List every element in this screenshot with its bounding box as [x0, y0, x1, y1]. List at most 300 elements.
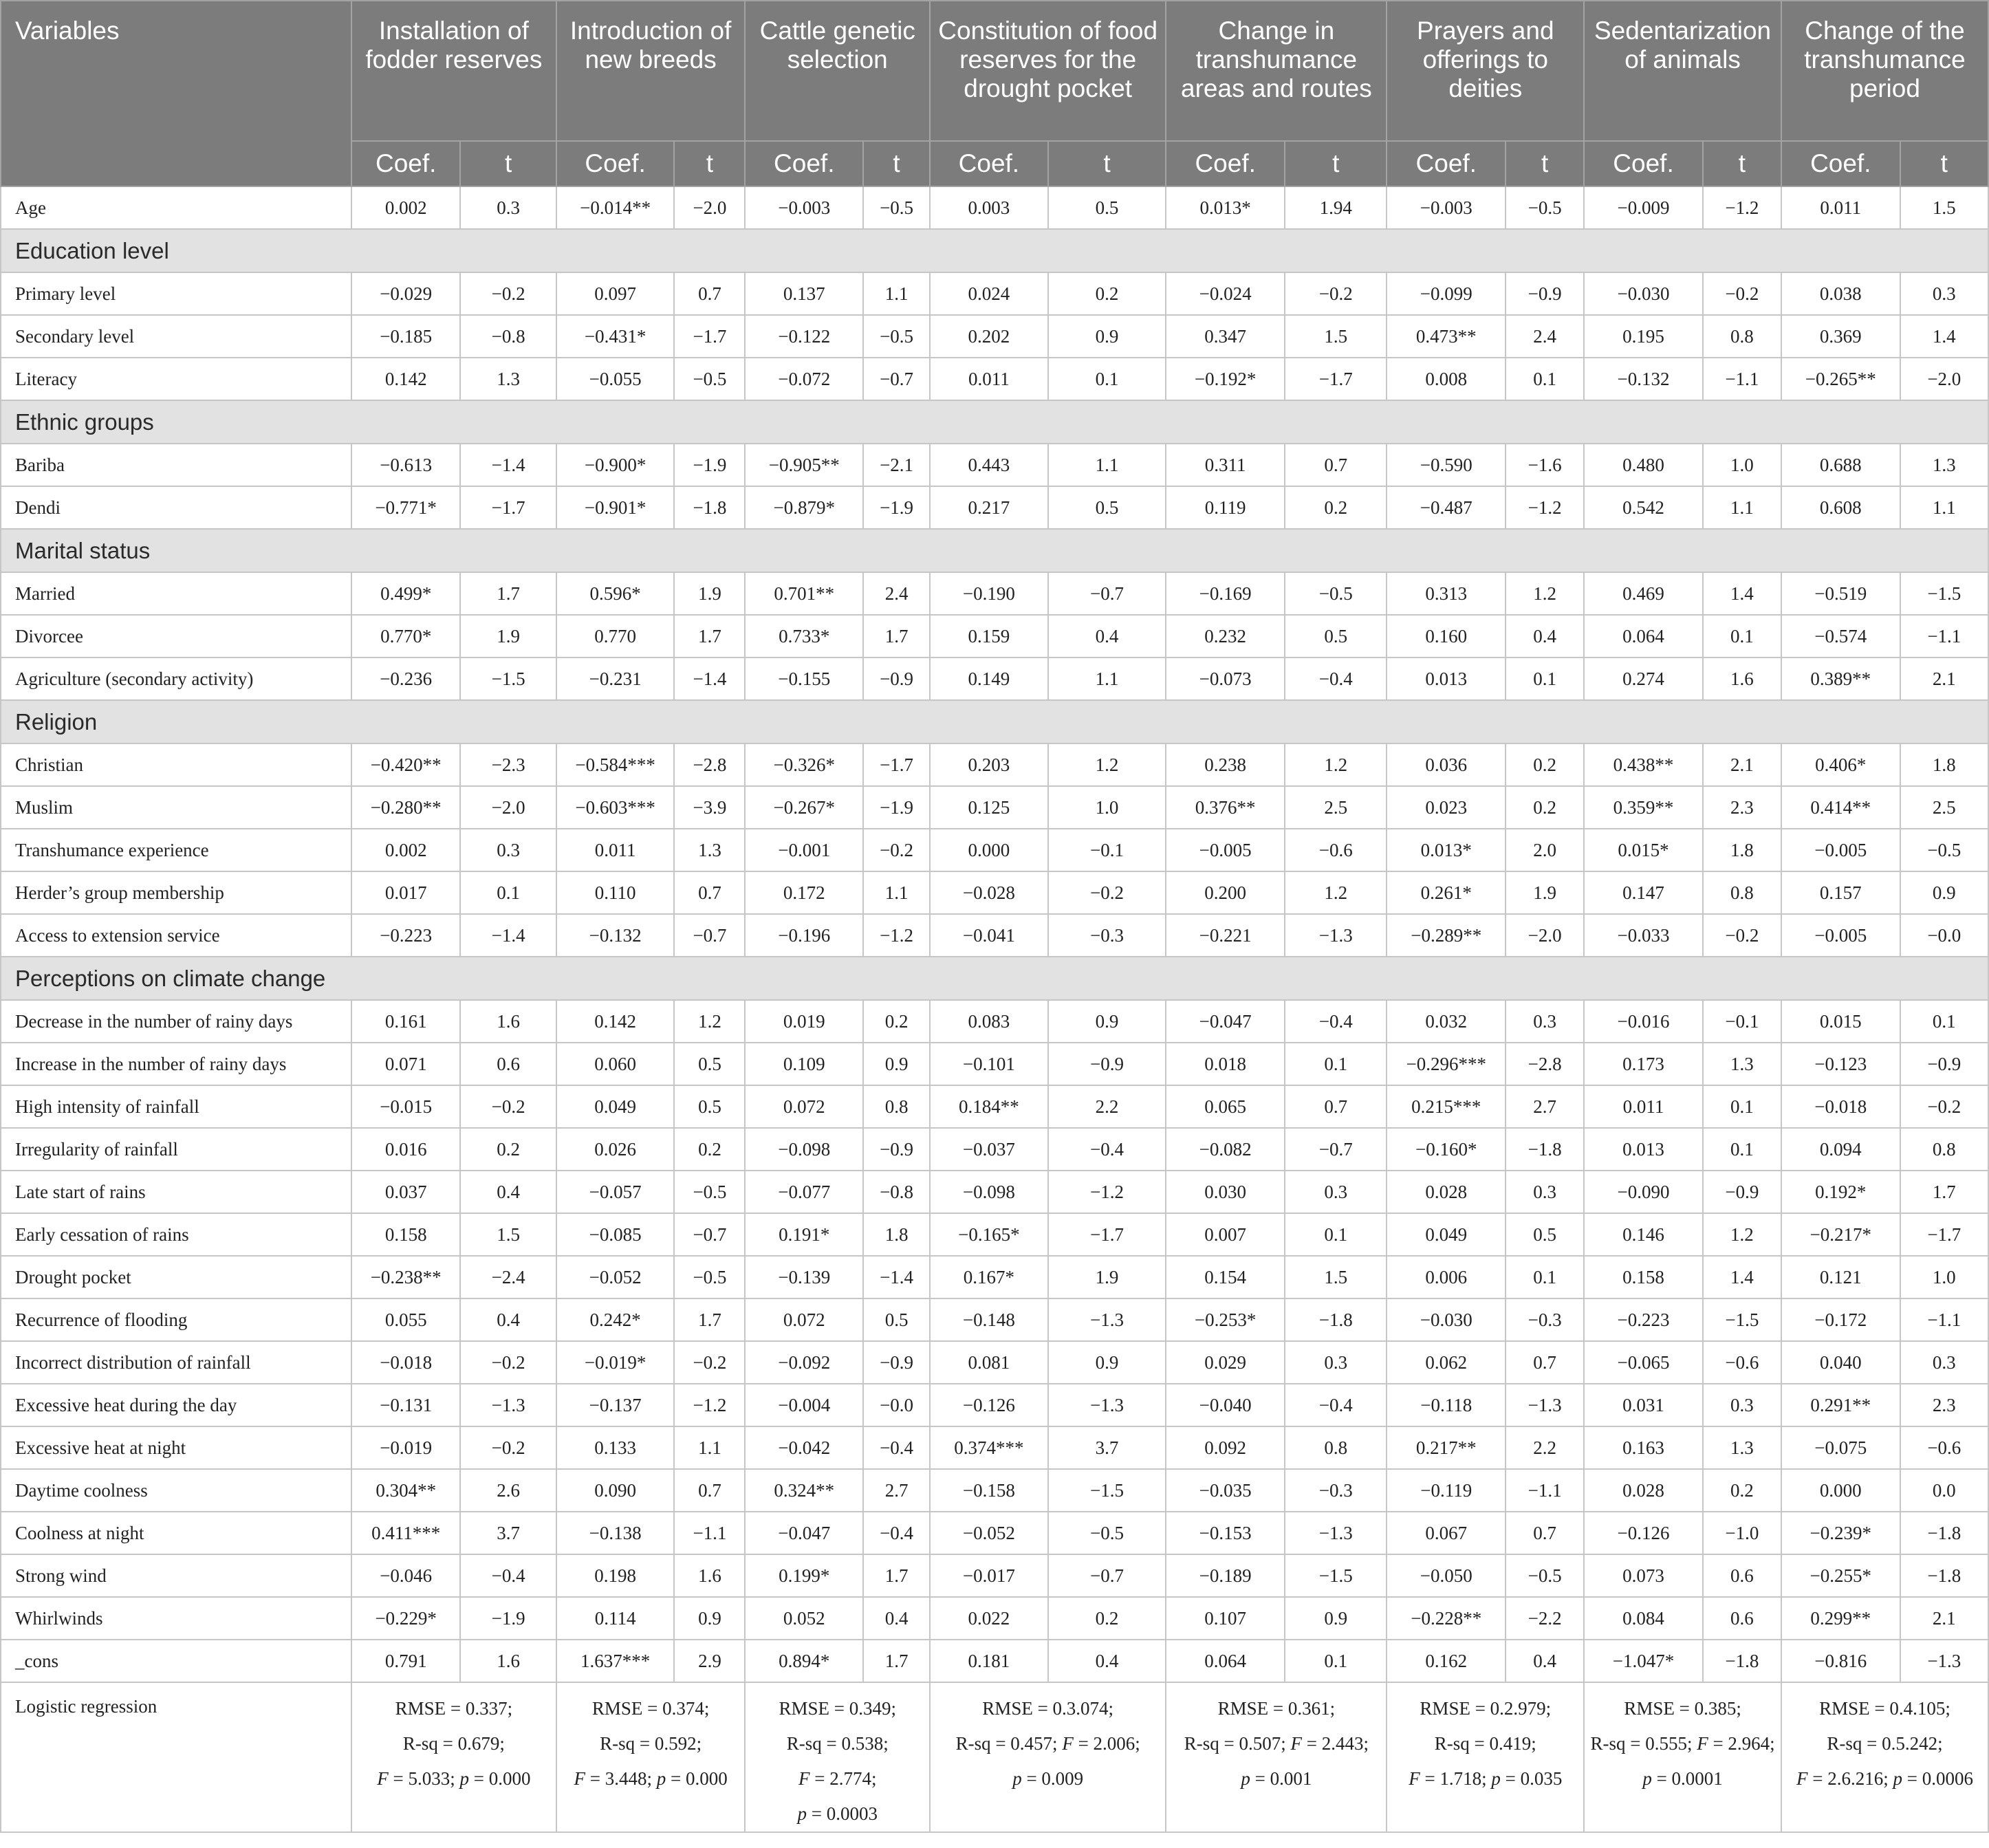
- t-cell: 1.2: [1285, 743, 1387, 786]
- t-cell: −1.3: [1285, 1512, 1387, 1554]
- table-row: [1, 358, 1988, 400]
- t-cell: 2.6: [460, 1469, 556, 1512]
- table-row: [1, 1469, 1988, 1512]
- t-cell: −2.1: [863, 444, 930, 486]
- coef-cell: 0.172: [745, 871, 863, 914]
- coef-cell: −0.040: [1166, 1384, 1285, 1426]
- t-cell: 0.6: [1703, 1554, 1781, 1597]
- row-label: Married: [1, 572, 351, 615]
- t-cell: −0.2: [460, 1085, 556, 1128]
- t-cell: −1.3: [1900, 1640, 1988, 1682]
- section-label: Marital status: [1, 529, 1988, 572]
- t-cell: 1.9: [1506, 871, 1584, 914]
- coef-cell: 0.062: [1387, 1341, 1506, 1384]
- row-label: Logistic regression: [1, 1682, 351, 1832]
- coef-cell: 0.173: [1584, 1043, 1703, 1085]
- t-cell: 2.3: [1703, 786, 1781, 829]
- coef-cell: −0.132: [556, 914, 675, 957]
- t-cell: 0.7: [674, 1469, 745, 1512]
- t-cell: −1.5: [1900, 572, 1988, 615]
- coef-cell: 0.000: [930, 829, 1048, 871]
- t-cell: 0.9: [863, 1043, 930, 1085]
- t-cell: 0.3: [1900, 1341, 1988, 1384]
- t-header: t: [863, 141, 930, 186]
- t-cell: −0.7: [1048, 572, 1166, 615]
- coef-cell: 0.146: [1584, 1213, 1703, 1256]
- t-cell: −2.0: [1900, 358, 1988, 400]
- t-cell: −0.3: [1048, 914, 1166, 957]
- table-row: [1, 572, 1988, 615]
- coef-cell: −0.085: [556, 1213, 675, 1256]
- t-cell: −0.4: [863, 1512, 930, 1554]
- coef-cell: 0.406*: [1781, 743, 1900, 786]
- t-cell: 2.0: [1506, 829, 1584, 871]
- t-cell: −1.4: [460, 914, 556, 957]
- coef-cell: 0.162: [1387, 1640, 1506, 1682]
- t-cell: −0.4: [1285, 657, 1387, 700]
- t-cell: 0.4: [1048, 1640, 1166, 1682]
- coef-cell: −0.816: [1781, 1640, 1900, 1682]
- coef-cell: −0.017: [930, 1554, 1048, 1597]
- t-header: t: [1900, 141, 1988, 186]
- coef-cell: 0.158: [351, 1213, 461, 1256]
- t-cell: 1.7: [863, 615, 930, 657]
- t-cell: −0.2: [460, 272, 556, 315]
- coef-cell: −0.009: [1584, 186, 1703, 229]
- coef-cell: 0.029: [1166, 1341, 1285, 1384]
- t-cell: 0.4: [863, 1597, 930, 1640]
- coef-cell: 0.791: [351, 1640, 461, 1682]
- coef-cell: 0.160: [1387, 615, 1506, 657]
- coef-cell: −0.028: [930, 871, 1048, 914]
- t-cell: 0.3: [460, 186, 556, 229]
- coef-cell: 0.469: [1584, 572, 1703, 615]
- coef-cell: 0.192*: [1781, 1171, 1900, 1213]
- t-cell: −1.1: [1900, 615, 1988, 657]
- coef-cell: 0.073: [1584, 1554, 1703, 1597]
- t-cell: −0.3: [1285, 1469, 1387, 1512]
- t-cell: −0.5: [1506, 186, 1584, 229]
- coef-cell: −0.118: [1387, 1384, 1506, 1426]
- coef-cell: 0.072: [745, 1298, 863, 1341]
- t-cell: −1.5: [1703, 1298, 1781, 1341]
- coef-cell: −0.050: [1387, 1554, 1506, 1597]
- row-label: Early cessation of rains: [1, 1213, 351, 1256]
- coef-cell: 0.688: [1781, 444, 1900, 486]
- t-cell: −0.6: [1703, 1341, 1781, 1384]
- t-cell: 1.9: [674, 572, 745, 615]
- t-cell: 2.4: [863, 572, 930, 615]
- coef-cell: 0.499*: [351, 572, 461, 615]
- t-cell: 1.7: [863, 1554, 930, 1597]
- coef-cell: 0.159: [930, 615, 1048, 657]
- table-row: [1, 1384, 1988, 1426]
- t-cell: 2.4: [1506, 315, 1584, 358]
- t-cell: −1.3: [1506, 1384, 1584, 1426]
- table-row: [1, 444, 1988, 486]
- coef-cell: 0.299**: [1781, 1597, 1900, 1640]
- t-cell: −0.7: [1285, 1128, 1387, 1171]
- t-cell: −1.4: [674, 657, 745, 700]
- coef-cell: 0.157: [1781, 871, 1900, 914]
- regression-stat-line: RMSE = 0.2.979;: [1420, 1698, 1552, 1719]
- coef-cell: 0.003: [930, 186, 1048, 229]
- t-cell: 0.2: [1048, 1597, 1166, 1640]
- coef-cell: −0.082: [1166, 1128, 1285, 1171]
- coef-cell: 0.191*: [745, 1213, 863, 1256]
- t-cell: 2.7: [863, 1469, 930, 1512]
- t-cell: −0.2: [1900, 1085, 1988, 1128]
- t-cell: −1.5: [460, 657, 556, 700]
- coef-cell: 0.028: [1387, 1171, 1506, 1213]
- regression-stat-line: p = 0.009: [1012, 1768, 1084, 1789]
- coef-cell: 0.097: [556, 272, 675, 315]
- coef-cell: 0.158: [1584, 1256, 1703, 1298]
- coef-cell: −0.228**: [1387, 1597, 1506, 1640]
- coef-cell: 0.052: [745, 1597, 863, 1640]
- coef-cell: −0.015: [351, 1085, 461, 1128]
- t-cell: 0.9: [674, 1597, 745, 1640]
- t-cell: −0.2: [460, 1341, 556, 1384]
- coef-cell: 0.215***: [1387, 1085, 1506, 1128]
- coef-cell: 0.015*: [1584, 829, 1703, 871]
- coef-cell: 0.110: [556, 871, 675, 914]
- regression-stat-line: F = 2.6.216; p = 0.0006: [1796, 1768, 1973, 1789]
- t-cell: −2.8: [1506, 1043, 1584, 1085]
- coef-cell: 0.031: [1584, 1384, 1703, 1426]
- t-cell: 0.1: [1703, 615, 1781, 657]
- coef-cell: 0.232: [1166, 615, 1285, 657]
- t-cell: −0.0: [1900, 914, 1988, 957]
- table-row: [1, 1043, 1988, 1085]
- t-cell: 1.4: [1900, 315, 1988, 358]
- coef-cell: 0.024: [930, 272, 1048, 315]
- regression-stats-cell: [745, 1682, 930, 1832]
- t-cell: 0.1: [1285, 1213, 1387, 1256]
- t-cell: −0.5: [674, 1256, 745, 1298]
- coef-cell: 0.770: [556, 615, 675, 657]
- t-cell: −1.1: [1703, 358, 1781, 400]
- table-row: [1, 1256, 1988, 1298]
- coef-cell: −0.519: [1781, 572, 1900, 615]
- t-header: t: [1285, 141, 1387, 186]
- table-row: [1, 1171, 1988, 1213]
- regression-row: [1, 1682, 1988, 1832]
- t-cell: −0.9: [1506, 272, 1584, 315]
- regression-stat-line: R-sq = 0.538;: [786, 1733, 889, 1754]
- row-label: Increase in the number of rainy days: [1, 1043, 351, 1085]
- coef-cell: −0.236: [351, 657, 461, 700]
- t-cell: 2.7: [1506, 1085, 1584, 1128]
- section-label: Education level: [1, 229, 1988, 272]
- t-cell: 1.5: [1285, 315, 1387, 358]
- t-cell: 0.4: [1506, 1640, 1584, 1682]
- coef-cell: −0.014**: [556, 186, 675, 229]
- table-row: [1, 786, 1988, 829]
- coef-header: Coef.: [930, 141, 1048, 186]
- t-cell: −0.1: [1048, 829, 1166, 871]
- t-cell: 1.3: [1703, 1043, 1781, 1085]
- coef-cell: 0.198: [556, 1554, 675, 1597]
- t-cell: 2.3: [1900, 1384, 1988, 1426]
- regression-stat-line: RMSE = 0.4.105;: [1819, 1698, 1950, 1719]
- coef-cell: 0.608: [1781, 486, 1900, 529]
- coef-cell: −0.001: [745, 829, 863, 871]
- coef-cell: 0.011: [556, 829, 675, 871]
- regression-stat-line: RMSE = 0.349;: [779, 1698, 896, 1719]
- row-label: Daytime coolness: [1, 1469, 351, 1512]
- coef-cell: 0.107: [1166, 1597, 1285, 1640]
- coef-cell: −0.771*: [351, 486, 461, 529]
- coef-cell: 0.181: [930, 1640, 1048, 1682]
- coef-cell: −0.005: [1166, 829, 1285, 871]
- t-cell: 1.3: [1900, 444, 1988, 486]
- regression-stats-cell: [556, 1682, 746, 1832]
- t-cell: −1.2: [1506, 486, 1584, 529]
- t-cell: −2.3: [460, 743, 556, 786]
- column-header: Installation of fodder reserves: [351, 1, 556, 141]
- t-cell: 0.3: [1703, 1384, 1781, 1426]
- t-cell: −0.7: [674, 914, 745, 957]
- t-cell: 3.7: [460, 1512, 556, 1554]
- row-label: Herder’s group membership: [1, 871, 351, 914]
- t-cell: −0.5: [863, 315, 930, 358]
- t-cell: 0.9: [1048, 1341, 1166, 1384]
- table-row: [1, 1298, 1988, 1341]
- coef-cell: 0.125: [930, 786, 1048, 829]
- section-row: [1, 400, 1988, 444]
- regression-stats-cell: [1781, 1682, 1988, 1832]
- t-cell: −0.6: [1900, 1426, 1988, 1469]
- coef-cell: 0.414**: [1781, 786, 1900, 829]
- t-cell: −1.9: [863, 486, 930, 529]
- coef-cell: −0.042: [745, 1426, 863, 1469]
- coef-cell: −0.037: [930, 1128, 1048, 1171]
- section-label: Perceptions on climate change: [1, 957, 1988, 1000]
- table-row: [1, 829, 1988, 871]
- t-cell: −0.5: [863, 186, 930, 229]
- row-label: Transhumance experience: [1, 829, 351, 871]
- t-cell: −1.1: [1506, 1469, 1584, 1512]
- column-header: Change of the transhumance period: [1781, 1, 1988, 141]
- coef-cell: 0.163: [1584, 1426, 1703, 1469]
- regression-stat-line: F = 5.033; p = 0.000: [377, 1768, 531, 1789]
- t-header: t: [1703, 141, 1781, 186]
- coef-cell: −0.019*: [556, 1341, 675, 1384]
- coef-cell: 0.324**: [745, 1469, 863, 1512]
- t-cell: −1.9: [460, 1597, 556, 1640]
- coef-cell: −1.047*: [1584, 1640, 1703, 1682]
- t-cell: −1.8: [1703, 1640, 1781, 1682]
- coef-cell: 0.064: [1584, 615, 1703, 657]
- coef-cell: 0.238: [1166, 743, 1285, 786]
- coef-cell: −0.047: [1166, 1000, 1285, 1043]
- coef-cell: −0.153: [1166, 1512, 1285, 1554]
- t-cell: 0.9: [1900, 871, 1988, 914]
- coef-cell: 0.376**: [1166, 786, 1285, 829]
- coef-cell: −0.158: [930, 1469, 1048, 1512]
- coef-cell: 0.542: [1584, 486, 1703, 529]
- t-cell: −1.2: [1048, 1171, 1166, 1213]
- coef-cell: −0.072: [745, 358, 863, 400]
- t-cell: −0.9: [1703, 1171, 1781, 1213]
- coef-cell: −0.905**: [745, 444, 863, 486]
- coef-cell: −0.223: [1584, 1298, 1703, 1341]
- t-cell: −2.4: [460, 1256, 556, 1298]
- coef-cell: 0.092: [1166, 1426, 1285, 1469]
- t-cell: 0.7: [674, 272, 745, 315]
- coef-cell: −0.019: [351, 1426, 461, 1469]
- coef-cell: 0.480: [1584, 444, 1703, 486]
- row-label: Muslim: [1, 786, 351, 829]
- t-cell: 0.5: [1048, 486, 1166, 529]
- regression-stat-line: R-sq = 0.679;: [402, 1733, 505, 1754]
- t-cell: 1.2: [1506, 572, 1584, 615]
- t-cell: 0.5: [1506, 1213, 1584, 1256]
- row-label: Bariba: [1, 444, 351, 486]
- table-row: [1, 272, 1988, 315]
- t-cell: 0.2: [1703, 1469, 1781, 1512]
- t-cell: −1.3: [1048, 1384, 1166, 1426]
- t-cell: 0.5: [1285, 615, 1387, 657]
- coef-cell: 0.313: [1387, 572, 1506, 615]
- coef-cell: 0.154: [1166, 1256, 1285, 1298]
- coef-cell: −0.879*: [745, 486, 863, 529]
- row-label: Recurrence of flooding: [1, 1298, 351, 1341]
- regression-stat-line: RMSE = 0.361;: [1217, 1698, 1336, 1719]
- t-cell: 1.8: [1703, 829, 1781, 871]
- t-cell: −0.7: [674, 1213, 745, 1256]
- coef-cell: −0.126: [930, 1384, 1048, 1426]
- coef-cell: 0.032: [1387, 1000, 1506, 1043]
- t-cell: −0.0: [863, 1384, 930, 1426]
- t-cell: 2.5: [1285, 786, 1387, 829]
- coef-cell: −0.098: [930, 1171, 1048, 1213]
- t-cell: 1.1: [863, 272, 930, 315]
- row-label: Literacy: [1, 358, 351, 400]
- t-cell: 0.7: [1285, 444, 1387, 486]
- t-cell: −2.0: [674, 186, 745, 229]
- row-label: Whirlwinds: [1, 1597, 351, 1640]
- coef-cell: −0.131: [351, 1384, 461, 1426]
- t-cell: 1.94: [1285, 186, 1387, 229]
- coef-cell: 0.049: [1387, 1213, 1506, 1256]
- t-cell: 1.7: [674, 615, 745, 657]
- coef-cell: −0.123: [1781, 1043, 1900, 1085]
- coef-cell: 0.733*: [745, 615, 863, 657]
- t-cell: −0.8: [460, 315, 556, 358]
- t-cell: 1.3: [1703, 1426, 1781, 1469]
- t-cell: 2.9: [674, 1640, 745, 1682]
- coef-cell: 0.030: [1166, 1171, 1285, 1213]
- row-label: Late start of rains: [1, 1171, 351, 1213]
- row-label: Coolness at night: [1, 1512, 351, 1554]
- coef-cell: 0.002: [351, 829, 461, 871]
- t-cell: −1.0: [1703, 1512, 1781, 1554]
- row-label: _cons: [1, 1640, 351, 1682]
- t-cell: −0.7: [863, 358, 930, 400]
- coef-cell: −0.018: [351, 1341, 461, 1384]
- t-cell: −1.4: [863, 1256, 930, 1298]
- t-cell: −3.9: [674, 786, 745, 829]
- coef-cell: 0.011: [1781, 186, 1900, 229]
- column-header: Introduction of new breeds: [556, 1, 746, 141]
- coef-cell: 0.142: [556, 1000, 675, 1043]
- t-cell: −0.9: [1048, 1043, 1166, 1085]
- section-label: Ethnic groups: [1, 400, 1988, 444]
- coef-cell: 0.013: [1387, 657, 1506, 700]
- t-cell: 0.1: [1506, 358, 1584, 400]
- t-cell: 1.2: [1048, 743, 1166, 786]
- t-cell: −1.8: [1900, 1512, 1988, 1554]
- coef-cell: −0.192*: [1166, 358, 1285, 400]
- variables-header: Variables: [1, 1, 351, 186]
- coef-cell: −0.431*: [556, 315, 675, 358]
- t-cell: −0.2: [863, 829, 930, 871]
- t-cell: 1.0: [1900, 1256, 1988, 1298]
- coef-cell: 0.167*: [930, 1256, 1048, 1298]
- header-row-titles: [1, 1, 1988, 141]
- table-row: [1, 1085, 1988, 1128]
- coef-cell: −0.196: [745, 914, 863, 957]
- coef-cell: 0.038: [1781, 272, 1900, 315]
- t-cell: −1.9: [863, 786, 930, 829]
- regression-stat-line: p = 0.0001: [1642, 1768, 1723, 1789]
- coef-cell: −0.296***: [1387, 1043, 1506, 1085]
- coef-cell: −0.189: [1166, 1554, 1285, 1597]
- regression-stat-line: F = 3.448; p = 0.000: [574, 1768, 728, 1789]
- coef-cell: −0.613: [351, 444, 461, 486]
- t-cell: 0.2: [1506, 786, 1584, 829]
- coef-cell: −0.185: [351, 315, 461, 358]
- coef-cell: 0.017: [351, 871, 461, 914]
- coef-cell: 0.015: [1781, 1000, 1900, 1043]
- coef-cell: −0.900*: [556, 444, 675, 486]
- t-cell: −1.7: [863, 743, 930, 786]
- t-cell: 1.9: [460, 615, 556, 657]
- coef-cell: 0.000: [1781, 1469, 1900, 1512]
- coef-cell: −0.190: [930, 572, 1048, 615]
- t-cell: −1.7: [460, 486, 556, 529]
- t-cell: −0.3: [1506, 1298, 1584, 1341]
- coef-cell: −0.055: [556, 358, 675, 400]
- t-cell: −0.2: [1703, 914, 1781, 957]
- coef-header: Coef.: [1387, 141, 1506, 186]
- row-label: Secondary level: [1, 315, 351, 358]
- table-row: [1, 1512, 1988, 1554]
- coef-cell: 0.060: [556, 1043, 675, 1085]
- t-cell: −0.5: [1506, 1554, 1584, 1597]
- t-cell: −0.4: [460, 1554, 556, 1597]
- coef-cell: −0.099: [1387, 272, 1506, 315]
- regression-stats-cell: [351, 1682, 556, 1832]
- t-cell: −1.4: [460, 444, 556, 486]
- coef-cell: −0.033: [1584, 914, 1703, 957]
- coef-cell: 0.770*: [351, 615, 461, 657]
- t-cell: 0.3: [1506, 1000, 1584, 1043]
- coef-cell: −0.024: [1166, 272, 1285, 315]
- coef-cell: 0.137: [745, 272, 863, 315]
- regression-stat-line: p = 0.001: [1241, 1768, 1312, 1789]
- coef-cell: −0.255*: [1781, 1554, 1900, 1597]
- regression-stats-cell: [930, 1682, 1166, 1832]
- table-row: [1, 657, 1988, 700]
- t-cell: 0.1: [1703, 1085, 1781, 1128]
- coef-cell: 1.637***: [556, 1640, 675, 1682]
- coef-cell: 0.142: [351, 358, 461, 400]
- coef-cell: 0.389**: [1781, 657, 1900, 700]
- coef-cell: 0.028: [1584, 1469, 1703, 1512]
